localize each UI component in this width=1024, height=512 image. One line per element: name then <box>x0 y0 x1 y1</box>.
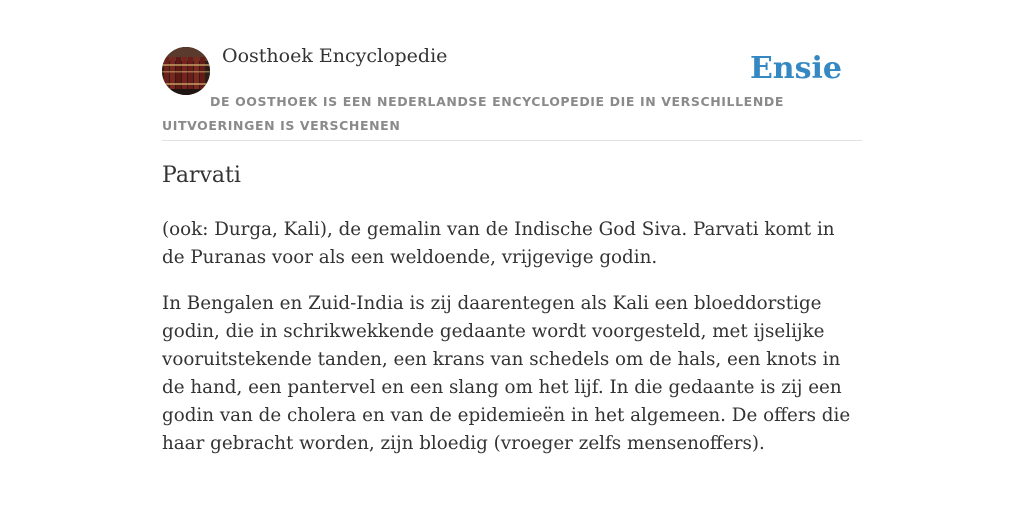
site-tagline: DE OOSTHOEK IS EEN NEDERLANDSE ENCYCLOPEDIE DIE IN VERSCHILLENDE UITVOERINGEN IS VERSCHENEN <box>162 94 784 133</box>
page <box>162 0 862 454</box>
article-paragraph: (ook: Durga, Kali), de gemalin van de Indische God Siva. Parvati komt in de Puranas voor als een weldoende, vrijgevige godin. <box>162 219 835 268</box>
article-paragraph: In Bengalen en Zuid-India is zij daarentegen als Kali een bloeddorstige godin, die in schrikwekkende gedaante wordt voorgesteld, met ijselijke vooruitstekende tanden, een krans van schedels om de hals, een knots in de hand, een pantervel en een slang om het lijf. In die gedaante is zij een godin van de cholera en van de epidemieën in het algemeen. De offers die haar gebracht worden, zijn bloedig (vroeger zelfs mensenoffers). <box>162 293 851 454</box>
site-avatar[interactable] <box>162 47 210 95</box>
article-body <box>162 216 862 476</box>
brand-logo[interactable]: Ensie <box>749 51 842 86</box>
site-header <box>162 0 862 141</box>
book-spines-icon <box>162 47 210 95</box>
site-name[interactable]: Oosthoek Encyclopedie <box>222 45 448 67</box>
article-title: Parvati <box>162 163 241 188</box>
